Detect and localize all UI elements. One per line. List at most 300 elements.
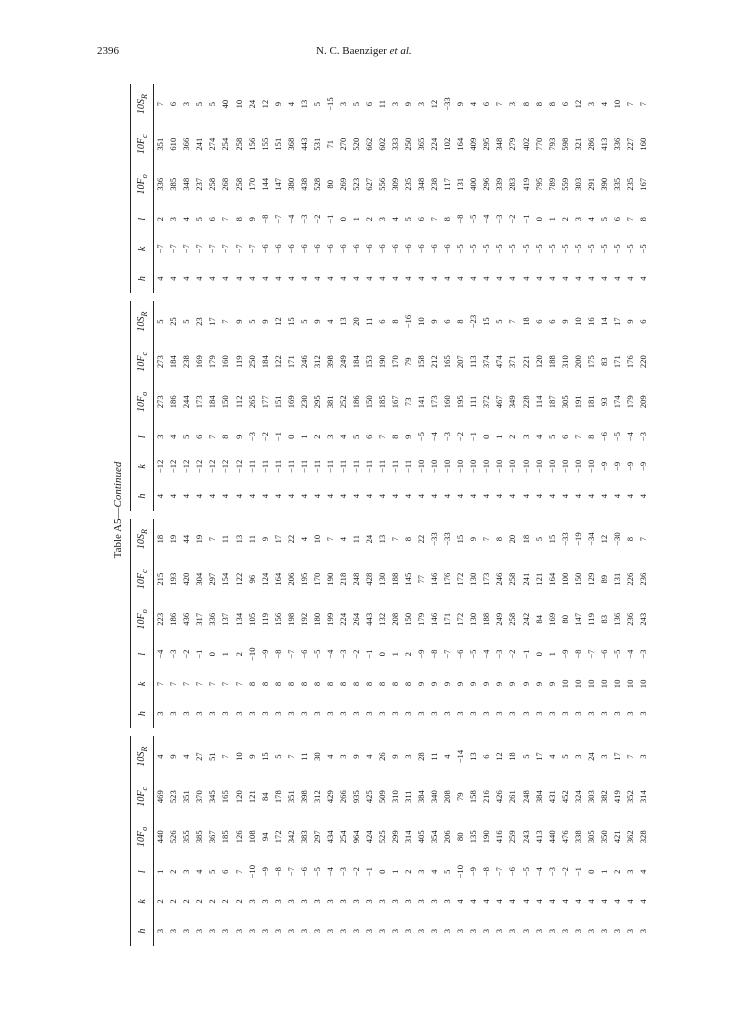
- table-cell: 7: [390, 536, 401, 542]
- table-cell: 3: [363, 929, 374, 934]
- table-cell: 0: [533, 652, 544, 657]
- table-cell: 9: [168, 754, 179, 759]
- table-row: [441, 302, 454, 512]
- table-cell: 2: [233, 899, 244, 904]
- table-cell: −2: [311, 214, 322, 224]
- table-cell: 2: [168, 869, 179, 874]
- table-cell: 8: [285, 681, 296, 687]
- table-cell: 429: [324, 790, 335, 804]
- table-cell: 6: [559, 434, 570, 439]
- table-row: [637, 737, 650, 947]
- table-row: [180, 519, 193, 729]
- table-cell: 964: [350, 830, 361, 844]
- table-cell: 4: [598, 101, 609, 107]
- table-cell: −16: [403, 314, 414, 329]
- table-cell: 305: [559, 395, 570, 409]
- table-row: [532, 302, 545, 512]
- table-cell: −3: [337, 867, 348, 877]
- table-row: [298, 519, 311, 729]
- table-cell: 7: [220, 217, 231, 222]
- table-cell: 193: [168, 572, 179, 586]
- table-row: [598, 84, 611, 294]
- table-cell: −5: [481, 244, 492, 254]
- table-cell: 0: [285, 434, 296, 439]
- table-cell: 10: [233, 99, 244, 109]
- table-cell: 6: [533, 319, 544, 324]
- table-cell: 349: [507, 395, 518, 409]
- table-cell: 3: [311, 711, 322, 716]
- table-cell: −3: [494, 214, 505, 224]
- table-cell: 443: [298, 137, 309, 151]
- table-cell: 4: [598, 276, 609, 281]
- table-cell: 130: [468, 612, 479, 626]
- table-cell: 100: [559, 572, 570, 586]
- table-cell: 10: [598, 679, 609, 689]
- table-cell: 4: [442, 494, 453, 499]
- table-row: [193, 737, 206, 947]
- table-row: [363, 737, 376, 947]
- table-cell: −6: [311, 244, 322, 254]
- table-cell: 9: [494, 681, 505, 687]
- table-cell: 208: [442, 790, 453, 804]
- table-row: [532, 737, 545, 947]
- table-cell: 12: [259, 99, 270, 109]
- table-cell: 4: [259, 494, 270, 499]
- table-cell: 145: [403, 572, 414, 586]
- table-cell: 314: [637, 790, 648, 804]
- table-cell: 4: [194, 276, 205, 281]
- table-cell: 150: [403, 612, 414, 626]
- table-cell: −34: [585, 532, 596, 546]
- table-row: [441, 519, 454, 729]
- table-cell: 3: [168, 711, 179, 716]
- table-cell: 4: [390, 276, 401, 281]
- table-cell: 195: [298, 572, 309, 586]
- table-row: [467, 302, 480, 512]
- table-row: [376, 302, 389, 512]
- table-cell: 9: [246, 217, 257, 222]
- table-cell: 120: [533, 355, 544, 369]
- table-cell: 372: [481, 395, 492, 409]
- table-cell: 215: [155, 572, 166, 586]
- column-header-subscript: o: [139, 174, 149, 179]
- table-cell: 4: [637, 899, 648, 904]
- table-cell: −11: [363, 459, 374, 473]
- table-cell: 4: [520, 276, 531, 281]
- table-cell: 3: [168, 217, 179, 222]
- table-cell: 8: [520, 101, 531, 107]
- table-cell: 235: [624, 177, 635, 191]
- table-cell: 266: [337, 790, 348, 804]
- table-row: [402, 84, 415, 294]
- table-cell: 8: [220, 434, 231, 439]
- table-cell: 3: [572, 754, 583, 759]
- table-cell: −9: [259, 867, 270, 877]
- table-row: [624, 519, 637, 729]
- table-cell: 259: [507, 830, 518, 844]
- table-cell: 7: [207, 434, 218, 439]
- table-cell: 1: [494, 434, 505, 439]
- table-row: [454, 302, 467, 512]
- table-cell: 5: [207, 869, 218, 874]
- table-cell: 126: [233, 830, 244, 844]
- column-header-subscript: o: [139, 391, 149, 396]
- table-cell: 188: [481, 612, 492, 626]
- table-cell: 274: [207, 137, 218, 151]
- table-cell: 3: [272, 899, 283, 904]
- table-cell: 15: [546, 534, 557, 544]
- table-row: [298, 302, 311, 512]
- table-cell: 79: [403, 357, 414, 366]
- table-row: [284, 737, 297, 947]
- table-block: [130, 515, 650, 733]
- table-cell: 191: [572, 395, 583, 409]
- table-cell: −4: [324, 867, 335, 877]
- table-cell: 3: [311, 929, 322, 934]
- table-cell: 3: [207, 929, 218, 934]
- table-cell: −5: [468, 244, 479, 254]
- table-cell: −7: [220, 244, 231, 254]
- table-cell: 10: [416, 317, 427, 326]
- table-cell: 3: [181, 869, 192, 874]
- table-cell: −6: [350, 244, 361, 254]
- table-cell: 3: [533, 711, 544, 716]
- table-cell: 400: [468, 177, 479, 191]
- table-cell: 18: [507, 752, 518, 761]
- table-cell: 7: [220, 754, 231, 759]
- table-row: [363, 84, 376, 294]
- table-cell: 3: [637, 929, 648, 934]
- table-cell: −4: [624, 649, 635, 659]
- table-cell: 4: [624, 276, 635, 281]
- table-cell: 4: [350, 494, 361, 499]
- column-header: k: [136, 681, 148, 687]
- table-cell: 4: [598, 494, 609, 499]
- table-row: [376, 84, 389, 294]
- table-cell: 172: [455, 612, 466, 626]
- table-cell: −33: [442, 97, 453, 111]
- table-row: [558, 302, 571, 512]
- table-cell: −5: [611, 432, 622, 442]
- table-cell: 114: [533, 395, 544, 409]
- column-header: $10S_R$: [135, 529, 149, 550]
- table-row: [624, 84, 637, 294]
- table-cell: 7: [429, 217, 440, 222]
- table-cell: 124: [259, 572, 270, 586]
- table-row: [245, 302, 258, 512]
- table-cell: 295: [481, 137, 492, 151]
- column-header: $10F_o$: [135, 174, 149, 195]
- table-cell: 167: [637, 177, 648, 191]
- table-cell: 3: [390, 101, 401, 107]
- table-cell: 6: [220, 869, 231, 874]
- table-row: [454, 84, 467, 294]
- table-cell: 9: [624, 319, 635, 324]
- table-row: [415, 84, 428, 294]
- table-cell: 28: [416, 752, 427, 761]
- table-cell: 627: [363, 177, 374, 191]
- table-cell: −1: [272, 432, 283, 442]
- table-cell: −10: [572, 459, 583, 474]
- table-cell: 6: [363, 101, 374, 107]
- table-cell: −12: [207, 459, 218, 474]
- table-cell: 258: [233, 177, 244, 191]
- table-cell: 94: [259, 832, 270, 842]
- table-cell: 610: [168, 137, 179, 151]
- table-cell: 158: [416, 355, 427, 369]
- table-cell: 8: [585, 434, 596, 439]
- table-cell: 199: [324, 612, 335, 626]
- table-cell: 333: [390, 137, 401, 151]
- table-cell: 212: [429, 355, 440, 369]
- table-cell: −15: [324, 97, 335, 111]
- table-row: [193, 302, 206, 512]
- table-cell: 186: [168, 612, 179, 626]
- table-cell: 150: [363, 395, 374, 409]
- table-cell: 136: [611, 612, 622, 626]
- table-cell: −3: [298, 214, 309, 224]
- table-cell: −10: [455, 864, 466, 879]
- table-cell: 172: [272, 830, 283, 844]
- table-cell: 339: [494, 177, 505, 191]
- table-cell: 22: [416, 534, 427, 544]
- table-cell: 4: [377, 494, 388, 499]
- table-cell: 24: [585, 752, 596, 761]
- table-cell: 4: [585, 899, 596, 904]
- column-header: h: [136, 493, 148, 499]
- table-cell: 4: [311, 494, 322, 499]
- page-number: 2396: [97, 45, 119, 57]
- column-header: k: [136, 464, 148, 469]
- table-cell: 4: [194, 494, 205, 499]
- table-cell: 328: [637, 830, 648, 844]
- table-cell: −7: [285, 649, 296, 659]
- table-cell: 8: [246, 681, 257, 687]
- table-cell: −3: [637, 432, 648, 442]
- table-cell: −6: [298, 867, 309, 877]
- table-cell: 6: [207, 217, 218, 222]
- table-cell: 4: [585, 494, 596, 499]
- table-cell: 385: [194, 830, 205, 844]
- table-cell: −3: [246, 432, 257, 442]
- table-cell: 238: [429, 177, 440, 191]
- table-cell: 132: [377, 612, 388, 626]
- table-cell: −1: [468, 432, 479, 442]
- table-cell: 227: [624, 137, 635, 151]
- table-cell: 254: [337, 830, 348, 844]
- table-cell: 1: [298, 434, 309, 439]
- table-cell: 795: [533, 177, 544, 191]
- table-cell: 3: [637, 754, 648, 759]
- table-row: [415, 302, 428, 512]
- table-cell: −5: [416, 432, 427, 442]
- table-row: [532, 84, 545, 294]
- table-cell: 4: [272, 276, 283, 281]
- table-cell: 352: [624, 790, 635, 804]
- table-cell: 241: [520, 572, 531, 586]
- table-cell: 3: [324, 899, 335, 904]
- table-cell: −9: [416, 649, 427, 659]
- table-cell: 314: [403, 830, 414, 844]
- table-cell: 416: [494, 830, 505, 844]
- table-cell: 380: [285, 177, 296, 191]
- table-cell: 184: [207, 395, 218, 409]
- table-cell: −5: [611, 649, 622, 659]
- table-cell: 175: [585, 355, 596, 369]
- table-row: [624, 737, 637, 947]
- table-cell: 9: [546, 681, 557, 687]
- table-cell: 9: [403, 101, 414, 107]
- rotated-table: [108, 60, 663, 960]
- table-cell: −1: [520, 214, 531, 224]
- table-cell: 273: [155, 355, 166, 369]
- table-row: [402, 737, 415, 947]
- table-cell: 10: [559, 679, 570, 689]
- table-cell: 3: [155, 711, 166, 716]
- table-row: [167, 84, 180, 294]
- table-row: [598, 302, 611, 512]
- table-cell: 3: [377, 929, 388, 934]
- table-cell: 190: [481, 830, 492, 844]
- table-cell: −6: [416, 244, 427, 254]
- table-cell: −8: [481, 867, 492, 877]
- table-cell: 160: [442, 395, 453, 409]
- table-cell: −6: [390, 244, 401, 254]
- table-cell: 248: [520, 790, 531, 804]
- table-cell: 71: [324, 139, 335, 149]
- table-cell: 4: [637, 494, 648, 499]
- table-row: [206, 737, 219, 947]
- table-cell: 5: [272, 754, 283, 759]
- table-cell: 171: [285, 355, 296, 369]
- table-cell: 421: [611, 830, 622, 844]
- table-row: [637, 519, 650, 729]
- table-cell: 598: [559, 137, 570, 151]
- table-cell: 165: [220, 790, 231, 804]
- table-cell: 374: [481, 355, 492, 369]
- table-cell: 184: [350, 355, 361, 369]
- table-cell: 8: [259, 681, 270, 687]
- table-row: [206, 302, 219, 512]
- table-cell: 9: [350, 754, 361, 759]
- column-header: l: [136, 652, 148, 656]
- table-cell: 5: [494, 319, 505, 324]
- table-cell: 190: [324, 572, 335, 586]
- table-cell: 384: [416, 790, 427, 804]
- table-cell: 3: [390, 711, 401, 716]
- table-cell: 3: [520, 434, 531, 439]
- table-row: [493, 519, 506, 729]
- table-cell: 3: [559, 711, 570, 716]
- table-cell: −5: [520, 867, 531, 877]
- table-cell: 228: [520, 395, 531, 409]
- table-row: [585, 302, 598, 512]
- table-cell: 4: [637, 276, 648, 281]
- table-cell: 6: [637, 319, 648, 324]
- table-cell: 3: [337, 754, 348, 759]
- table-row: [572, 84, 585, 294]
- table-cell: 25: [168, 317, 179, 326]
- table-cell: 2: [181, 899, 192, 904]
- table-cell: 131: [455, 177, 466, 191]
- table-cell: 3: [337, 929, 348, 934]
- table-cell: 7: [207, 681, 218, 687]
- table-cell: 3: [481, 711, 492, 716]
- table-cell: −10: [533, 459, 544, 474]
- table-cell: 5: [559, 754, 570, 759]
- table-cell: 165: [442, 355, 453, 369]
- table-cell: −12: [220, 459, 231, 474]
- table-cell: 336: [611, 137, 622, 151]
- table-row: [219, 737, 232, 947]
- table-cell: 3: [363, 711, 374, 716]
- table-cell: 370: [194, 790, 205, 804]
- table-cell: 9: [442, 681, 453, 687]
- table-cell: 523: [168, 790, 179, 804]
- table-cell: 2: [507, 434, 518, 439]
- table-cell: 40: [220, 99, 231, 109]
- table-cell: 4: [298, 536, 309, 542]
- table-cell: 1: [546, 217, 557, 222]
- table-cell: 384: [533, 790, 544, 804]
- table-row: [572, 302, 585, 512]
- table-cell: 3: [611, 929, 622, 934]
- table-cell: 4: [246, 494, 257, 499]
- table-cell: 2: [168, 899, 179, 904]
- table-cell: 3: [624, 711, 635, 716]
- table-cell: 2: [207, 899, 218, 904]
- table-cell: 134: [233, 612, 244, 626]
- table-cell: 188: [546, 355, 557, 369]
- table-cell: −6: [298, 649, 309, 659]
- table-cell: 4: [194, 869, 205, 874]
- table-cell: 431: [546, 790, 557, 804]
- table-cell: 4: [390, 494, 401, 499]
- table-cell: 4: [324, 319, 335, 324]
- table-cell: 9: [429, 681, 440, 687]
- table-cell: 2: [155, 899, 166, 904]
- table-cell: 195: [455, 395, 466, 409]
- table-cell: 8: [337, 681, 348, 687]
- table-cell: 9: [559, 319, 570, 324]
- table-cell: 246: [298, 355, 309, 369]
- table-cell: 269: [337, 177, 348, 191]
- table-cell: 185: [220, 830, 231, 844]
- table-row: [480, 302, 493, 512]
- table-cell: 3: [168, 929, 179, 934]
- table-cell: 258: [507, 612, 518, 626]
- column-header-row: [131, 519, 153, 729]
- table-cell: 3: [468, 711, 479, 716]
- table-caption: Table A5—Continued: [112, 461, 124, 559]
- table-row: [558, 84, 571, 294]
- table-cell: 291: [585, 177, 596, 191]
- table-cell: 15: [285, 317, 296, 326]
- column-header: $10F_o$: [135, 609, 149, 630]
- table-cell: 208: [390, 612, 401, 626]
- table-cell: 531: [311, 137, 322, 151]
- table-cell: 6: [546, 319, 557, 324]
- column-header-subscript: c: [139, 134, 149, 138]
- table-cell: −11: [272, 459, 283, 473]
- table-cell: 15: [455, 534, 466, 544]
- table-cell: 3: [220, 929, 231, 934]
- table-cell: 44: [181, 534, 192, 544]
- table-row: [428, 737, 441, 947]
- table-row: [506, 302, 519, 512]
- table-row: [311, 737, 324, 947]
- column-header: $10F_o$: [135, 826, 149, 847]
